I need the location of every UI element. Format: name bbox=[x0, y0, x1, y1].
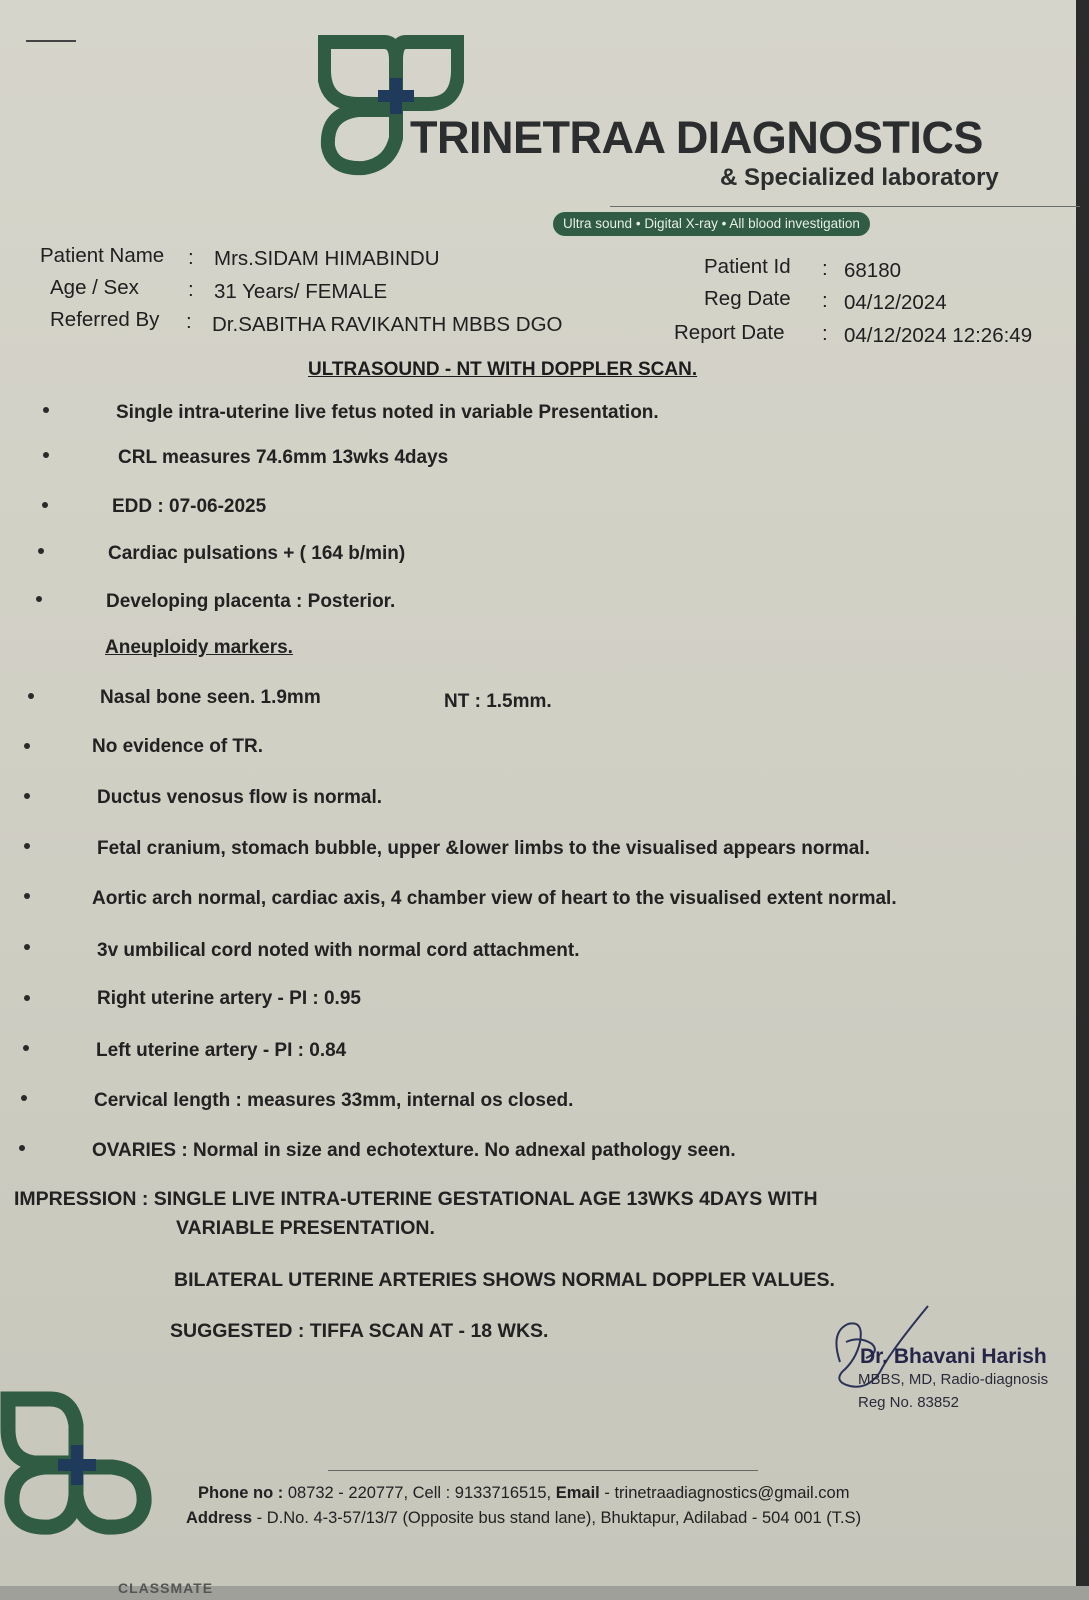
bullet bbox=[24, 995, 30, 1001]
impression-line: IMPRESSION : SINGLE LIVE INTRA-UTERINE GESTATIONAL AGE 13WKS 4DAYS WITH bbox=[14, 1188, 818, 1210]
report-title: ULTRASOUND - NT WITH DOPPLER SCAN. bbox=[308, 359, 698, 380]
pen-mark bbox=[26, 40, 76, 42]
impression-line: VARIABLE PRESENTATION. bbox=[176, 1217, 435, 1239]
marker-item: Ductus venosus flow is normal. bbox=[97, 787, 383, 808]
report-date-label: Report Date bbox=[674, 321, 785, 344]
referred-by-label: Referred By bbox=[50, 308, 160, 331]
notebook-brand-mark: CLASSMATE bbox=[118, 1580, 214, 1596]
colon: : bbox=[822, 289, 828, 312]
phone-label: Phone no : bbox=[198, 1484, 284, 1502]
footer-contact bbox=[198, 1484, 849, 1503]
header-divider bbox=[610, 206, 1080, 207]
bullet bbox=[38, 548, 44, 554]
footer-address bbox=[186, 1509, 861, 1528]
reg-date-value: 04/12/2024 bbox=[844, 291, 947, 314]
marker-item: Fetal cranium, stomach bubble, upper &lower limbs to the visualised appears normal. bbox=[97, 838, 870, 859]
finding-item: Single intra-uterine live fetus noted in variable Presentation. bbox=[116, 402, 659, 423]
separator-dot: • bbox=[635, 216, 641, 231]
bullet bbox=[43, 407, 49, 413]
patient-name-value: Mrs.SIDAM HIMABINDU bbox=[214, 247, 440, 270]
marker-item: No evidence of TR. bbox=[92, 736, 264, 757]
colon: : bbox=[822, 322, 828, 345]
phone-value: 08732 - 220777, Cell : 9133716515, bbox=[287, 1484, 552, 1502]
service-blood: All blood investigation bbox=[729, 216, 860, 231]
marker-item: Right uterine artery - PI : 0.95 bbox=[97, 988, 361, 1009]
address-value: - D.No. 4-3-57/13/7 (Opposite bus stand lane), Bhuktapur, Adilabad - 504 001 (T.S) bbox=[256, 1509, 862, 1527]
binding-edge bbox=[1076, 0, 1089, 1600]
brand-name: TRINETRAA DIAGNOSTICS bbox=[410, 112, 983, 163]
aneuploidy-heading: Aneuploidy markers. bbox=[105, 637, 293, 658]
age-sex-value: 31 Years/ FEMALE bbox=[214, 280, 388, 303]
bullet bbox=[24, 893, 30, 899]
doctor-name: Dr. Bhavani Harish bbox=[860, 1345, 1047, 1368]
colon: : bbox=[188, 278, 194, 301]
finding-item: Developing placenta : Posterior. bbox=[106, 591, 396, 612]
colon: : bbox=[188, 246, 194, 269]
finding-item: EDD : 07-06-2025 bbox=[112, 496, 267, 517]
bullet bbox=[42, 502, 48, 508]
bullet bbox=[24, 944, 30, 950]
reg-date-label: Reg Date bbox=[704, 287, 791, 310]
bullet bbox=[24, 743, 30, 749]
bullet bbox=[21, 1095, 27, 1101]
finding-item: Cardiac pulsations + ( 164 b/min) bbox=[108, 543, 406, 564]
patient-name-label: Patient Name bbox=[40, 244, 165, 267]
impression-line: BILATERAL UTERINE ARTERIES SHOWS NORMAL DOPPLER VALUES. bbox=[174, 1269, 835, 1291]
suggestion-line: SUGGESTED : TIFFA SCAN AT - 18 WKS. bbox=[170, 1320, 549, 1342]
bullet bbox=[28, 693, 34, 699]
patient-id-label: Patient Id bbox=[704, 255, 791, 278]
address-label: Address bbox=[186, 1509, 253, 1527]
separator-dot: • bbox=[721, 216, 727, 231]
doctor-qualification: MBBS, MD, Radio-diagnosis bbox=[858, 1371, 1049, 1388]
bullet bbox=[23, 1045, 29, 1051]
marker-item: 3v umbilical cord noted with normal cord attachment. bbox=[97, 940, 580, 961]
finding-item: CRL measures 74.6mm 13wks 4days bbox=[118, 447, 449, 468]
nt-value: NT : 1.5mm. bbox=[444, 691, 552, 712]
footer-logo-icon bbox=[0, 1385, 154, 1537]
report-date-value: 04/12/2024 12:26:49 bbox=[844, 324, 1033, 347]
marker-item: Left uterine artery - PI : 0.84 bbox=[96, 1040, 347, 1061]
colon: : bbox=[186, 310, 192, 333]
patient-id-value: 68180 bbox=[844, 259, 902, 282]
service-xray: Digital X-ray bbox=[644, 216, 718, 231]
brand-subtitle: & Specialized laboratory bbox=[720, 164, 999, 191]
age-sex-label: Age / Sex bbox=[50, 276, 139, 299]
marker-item: Cervical length : measures 33mm, internal os closed. bbox=[94, 1090, 574, 1111]
bullet bbox=[43, 452, 49, 458]
doctor-reg-no: Reg No. 83852 bbox=[858, 1394, 959, 1411]
referred-by-value: Dr.SABITHA RAVIKANTH MBBS DGO bbox=[212, 313, 563, 336]
email-value: - trinetraadiagnostics@gmail.com bbox=[604, 1484, 850, 1502]
colon: : bbox=[822, 257, 828, 280]
email-label: Email bbox=[555, 1484, 600, 1502]
marker-item: Aortic arch normal, cardiac axis, 4 chamber view of heart to the visualised extent normal. bbox=[92, 888, 897, 909]
service-ultrasound: Ultra sound bbox=[563, 216, 633, 231]
nasal-bone-finding: Nasal bone seen. 1.9mm bbox=[100, 687, 321, 708]
bullet bbox=[36, 596, 42, 602]
bullet bbox=[19, 1145, 25, 1151]
bullet bbox=[24, 793, 30, 799]
marker-item: OVARIES : Normal in size and echotexture. No adnexal pathology seen. bbox=[92, 1140, 736, 1161]
footer-divider bbox=[328, 1470, 758, 1471]
services-badge bbox=[553, 212, 870, 236]
bullet bbox=[24, 843, 30, 849]
